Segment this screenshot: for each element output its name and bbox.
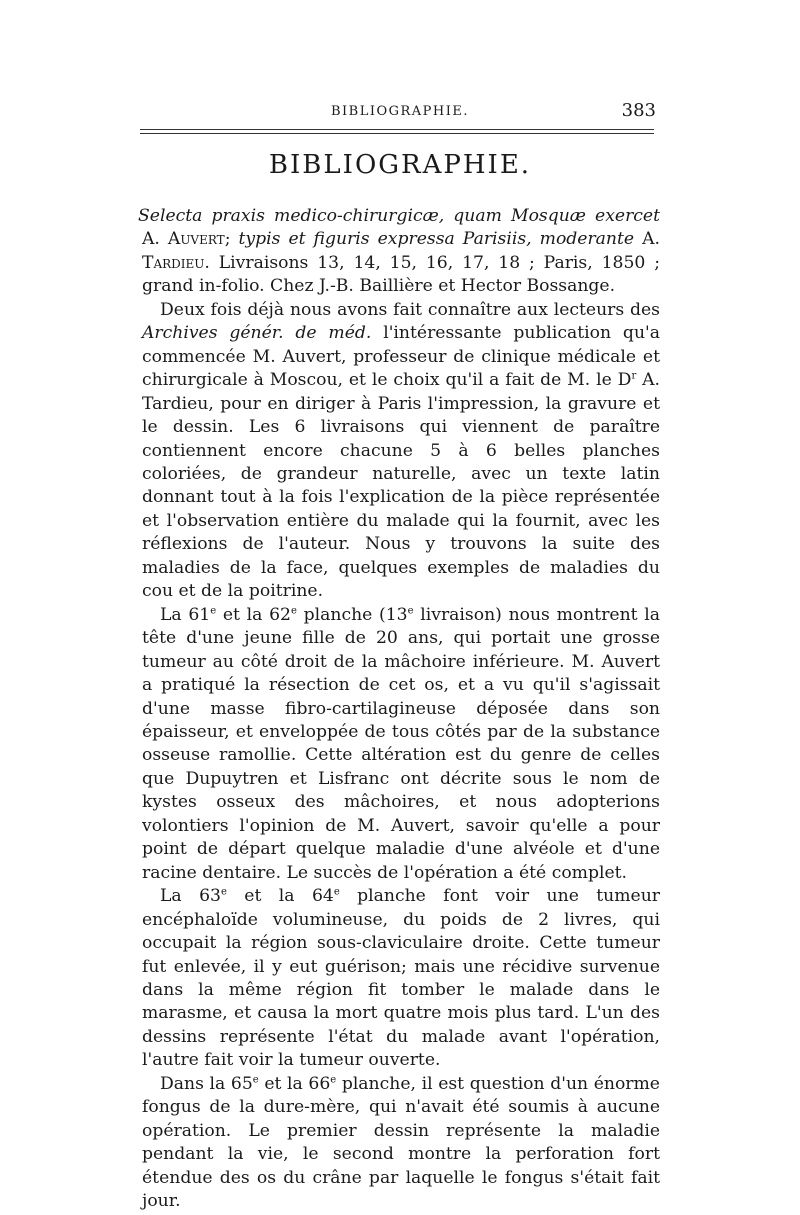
paragraph-4-text-c: planche, il est question d'un énorme fongus de la dure-mère, qui n'avait été soumis à aucune opération. Le premier dessin représente la maladie pendant la vie, le second montre la perforation fort étendue des os du crâne par laquelle le fongus s'était fait jour. bbox=[142, 1073, 660, 1212]
header-rule-bottom bbox=[140, 133, 654, 134]
running-title: BIBLIOGRAPHIE. bbox=[330, 104, 470, 119]
paragraph-1-text-b: l'intéressante publication qu'a commencée M. Auvert, professeur de clinique médicale et chirurgicale à Moscou, et le choix qu'il a fait de M. le D bbox=[142, 323, 660, 391]
bibliographic-reference bbox=[138, 205, 660, 299]
paragraph-4-text-b: et la 66 bbox=[264, 1073, 331, 1094]
paragraph-3-text-c: planche font voir une tumeur encéphaloïde volumineuse, du poids de 2 livres, qui occupait la région sous-claviculaire droite. Cette tumeur fut enlevée, il y eut guérison; mais une récidive survenue dans la même région fit tomber le malade dans le marasme, et causa la mort quatre mois plus tard. L'un des dessins représente l'état du malade avant l'opération, l'autre fait voir la tumeur ouverte. bbox=[142, 886, 661, 1071]
superscript: e bbox=[220, 886, 227, 898]
page-number: 383 bbox=[621, 100, 656, 121]
paragraph-2 bbox=[142, 604, 660, 885]
author-name: Auvert bbox=[167, 229, 225, 250]
superscript: e bbox=[333, 886, 340, 898]
superscript: e bbox=[252, 1074, 259, 1086]
paragraph-3-text-b: et la 64 bbox=[244, 886, 334, 907]
reference-separator: ; bbox=[224, 229, 231, 250]
work-title: Selecta praxis medico-chirurgicæ, quam Mosquæ exercet bbox=[138, 206, 660, 226]
paragraph-1 bbox=[142, 299, 660, 604]
paragraph-1-text-a: Deux fois déjà nous avons fait connaître aux lecteurs des bbox=[160, 299, 660, 320]
editor-name: Tardieu bbox=[142, 252, 205, 273]
paragraph-3 bbox=[142, 885, 660, 1073]
paragraph-4 bbox=[142, 1073, 660, 1214]
paragraph-1-text-c: A. Tardieu, pour en diriger à Paris l'impression, la gravure et le dessin. Les 6 livraisons qui viennent de paraître contiennent encore chacune 5 à 6 belles planches coloriées, de grandeur naturelle, avec un texte latin donnant tout à la fois l'explication de la pièce représentée et l'observation entière du malade qui la fournit, avec les réflexions de l'auteur. Nous y trouvons la suite des maladies de la face, quelques exemples de maladies du cou et de la poitrine. bbox=[142, 370, 660, 602]
body-text bbox=[138, 205, 661, 1213]
paragraph-2-text-d: livraison) nous montrent la tête d'une jeune fille de 20 ans, qui portait une grosse tumeur au côté droit de la mâchoire inférieure. M. Auvert a pratiqué la résection de cet os, et a vu qu'il s'agissait d'une masse fibro-cartilagineuse déposée dans son épaisseur, et enveloppée de tous côtés par de la substance osseuse ramollie. Cette altération est du genre de celles que Dupuytren et Lisfranc ont décrite sous le nom de kystes osseux des mâchoires, et nous adopterions volontiers l'opinion de M. Auvert, savoir qu'elle a pour point de départ quelque maladie d'une alvéole et d'une racine dentaire. Le succès de l'opération a été complet. bbox=[142, 604, 661, 883]
publication-details: . Livraisons 13, 14, 15, 16, 17, 18 ; Paris, 1850 ; grand in-folio. Chez J.-B. Baillière et Hector Bossange. bbox=[142, 252, 660, 297]
editor-initial: A. bbox=[642, 229, 660, 250]
paragraph-4-text-a: Dans la 65 bbox=[160, 1073, 253, 1094]
running-head bbox=[140, 100, 660, 124]
paragraph-2-text-c: planche (13 bbox=[303, 604, 408, 625]
superscript: r bbox=[631, 370, 637, 382]
work-imprint: typis et figuris expressa Parisiis, moderante bbox=[238, 229, 635, 250]
section-title: BIBLIOGRAPHIE. bbox=[268, 150, 532, 180]
paragraph-3-text-a: La 63 bbox=[160, 886, 221, 907]
author-initial: A. bbox=[142, 229, 160, 250]
paragraph-2-text-b: et la 62 bbox=[222, 604, 291, 625]
header-rule-top bbox=[140, 129, 654, 130]
journal-title: Archives génér. de méd. bbox=[142, 323, 372, 344]
paragraph-2-text-a: La 61 bbox=[160, 604, 211, 625]
superscript: e bbox=[291, 604, 297, 616]
superscript: e bbox=[210, 604, 217, 616]
superscript: e bbox=[330, 1074, 337, 1086]
superscript: e bbox=[407, 604, 414, 616]
